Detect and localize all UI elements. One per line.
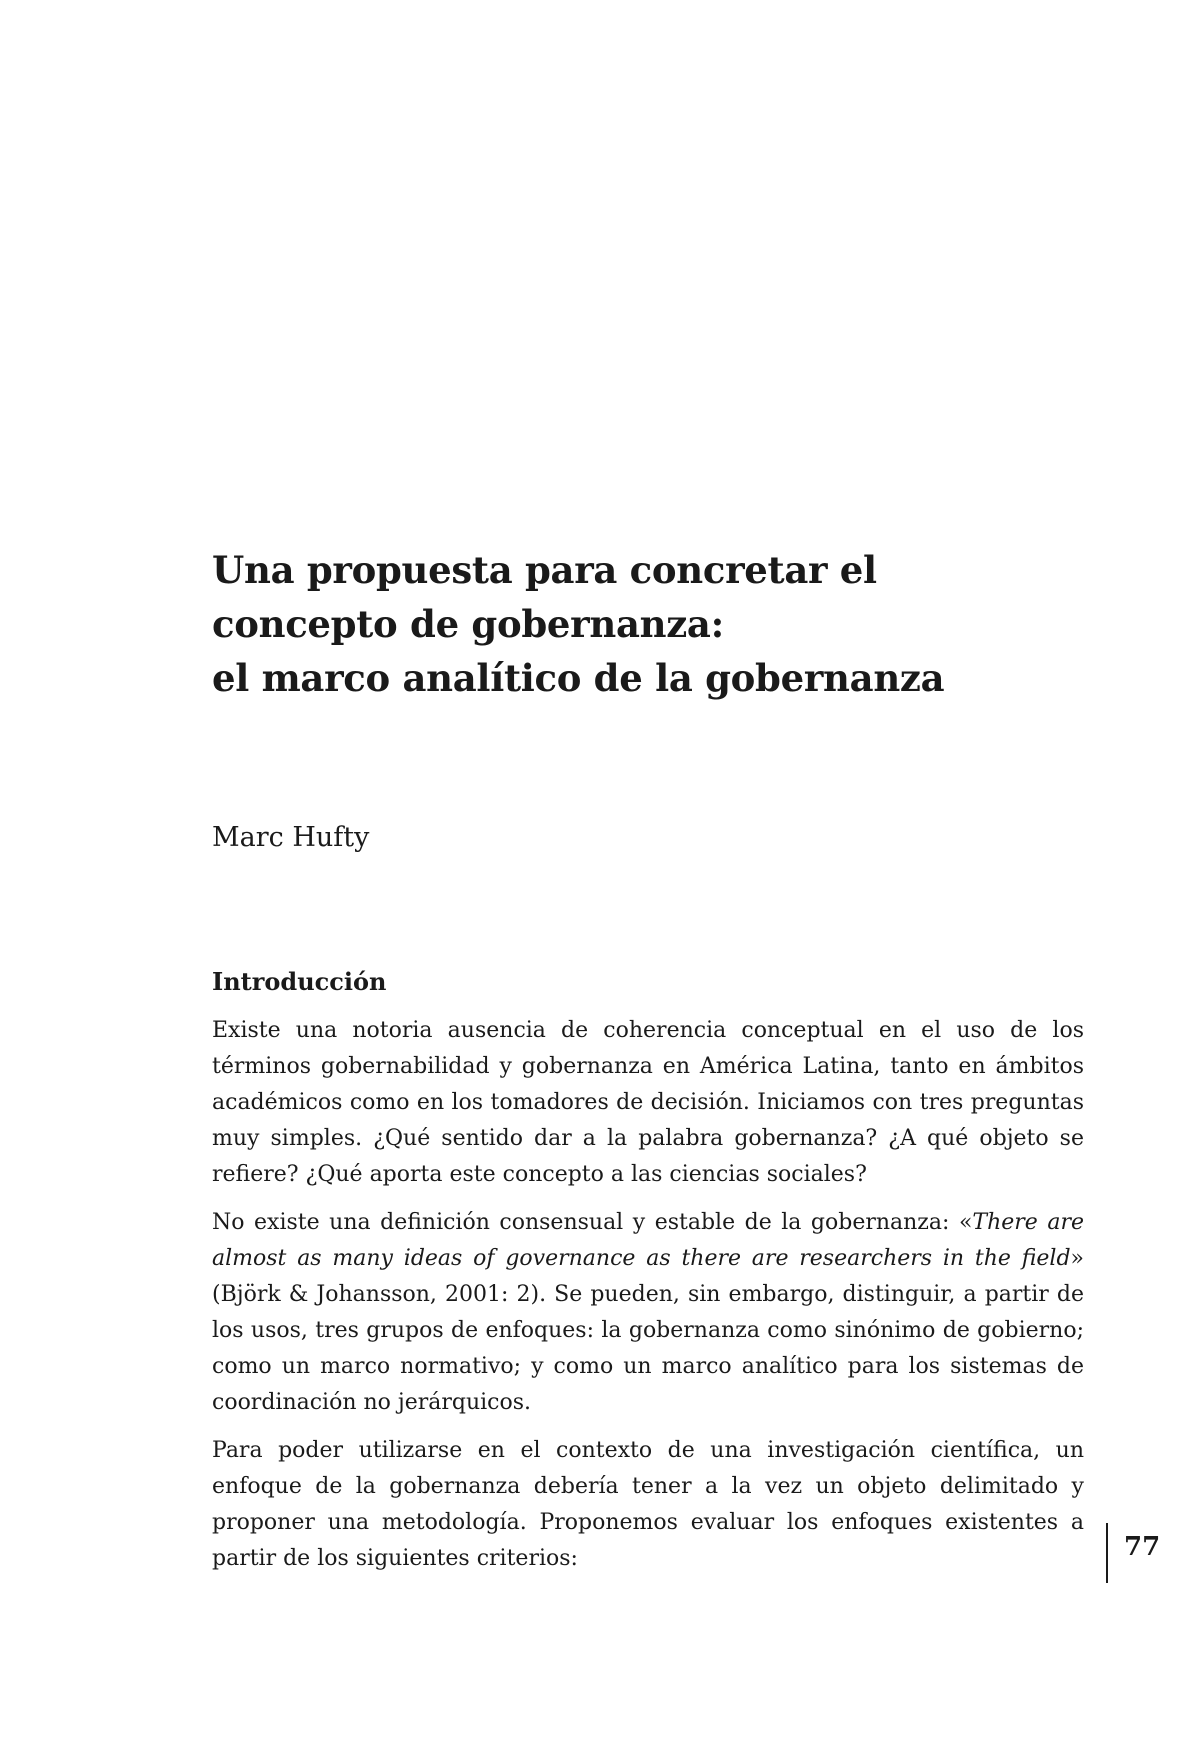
page-number-rule — [1106, 1523, 1108, 1583]
article-title-line-3: el marco analítico de la gobernanza — [212, 656, 945, 700]
page-number: 77 — [1124, 1532, 1161, 1562]
paragraph-1: Existe una notoria ausencia de coherencia conceptual en el uso de los términos gobernabilidad y gobernanza en América Latina, tanto en ámbitos académicos como en los tomadores de decisión. Iniciamos con tres preguntas muy simples. ¿Qué sentido dar a la palabra gobernanza? ¿A qué objeto se refiere? ¿Qué aporta este concepto a las ciencias sociales? — [212, 1018, 1084, 1187]
author-name: Marc Hufty — [212, 822, 370, 853]
paragraph-2-before: No existe una definición consensual y estable de la gobernanza: « — [212, 1210, 973, 1235]
article-title — [212, 543, 1072, 705]
paragraph-2 — [212, 1205, 1084, 1421]
paragraph-2-quote: There are almost as many ideas of governance as there are researchers in the field — [212, 1210, 1084, 1271]
article-title-line-1: Una propuesta para concretar el — [212, 548, 877, 592]
article-title-line-2: concepto de gobernanza: — [212, 602, 724, 646]
paragraph-3: Para poder utilizarse en el contexto de una investigación científica, un enfoque de la gobernanza debería tener a la vez un objeto delimitado y proponer una metodología. Proponemos evaluar los enfoques existentes a partir de los siguientes criterios: — [212, 1438, 1084, 1571]
paragraph-2-after: » (Björk & Johansson, 2001: 2). Se pueden, sin embargo, distinguir, a partir de los usos, tres grupos de enfoques: la gobernanza como sinónimo de gobierno; como un marco normativo; y como un marco analítico para los sistemas de coordinación no jerárquicos. — [212, 1246, 1084, 1415]
section-heading: Introducción — [212, 967, 387, 996]
article-body — [212, 965, 1084, 1589]
